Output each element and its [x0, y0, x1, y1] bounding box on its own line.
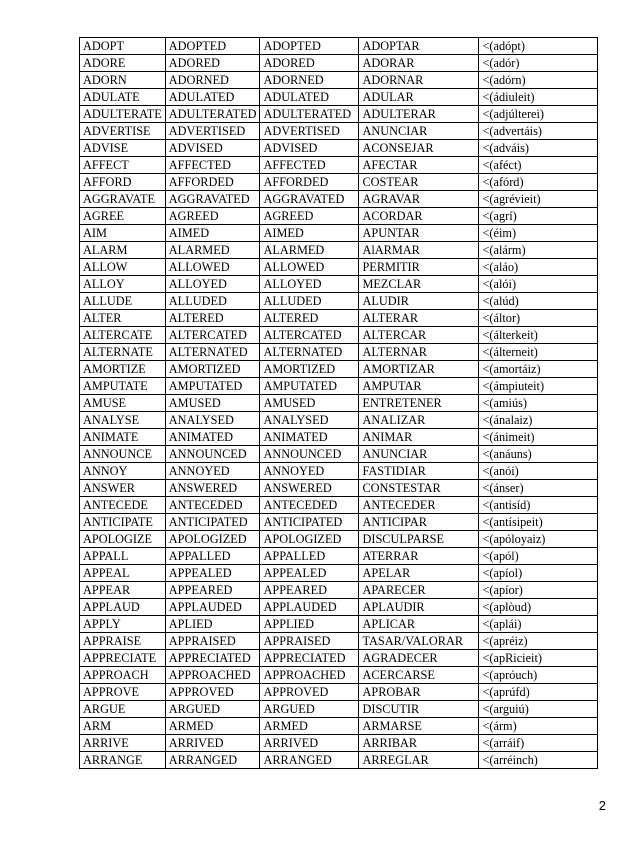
pronunciation-cell: <(álterneit) — [479, 344, 598, 361]
spanish-cell: ALTERCAR — [359, 327, 479, 344]
infinitive-cell: AGGRAVATE — [80, 191, 166, 208]
table-row — [80, 106, 598, 123]
participle-cell: APPLAUDED — [260, 599, 359, 616]
participle-cell: AMPUTATED — [260, 378, 359, 395]
participle-cell: ANNOUNCED — [260, 446, 359, 463]
infinitive-cell: ANTECEDE — [80, 497, 166, 514]
pronunciation-cell: <(álterkeit) — [479, 327, 598, 344]
pronunciation-cell: <(aplòud) — [479, 599, 598, 616]
participle-cell: ANTECEDED — [260, 497, 359, 514]
past-cell: APPRAISED — [165, 633, 260, 650]
past-cell: AGREED — [165, 208, 260, 225]
table-row — [80, 548, 598, 565]
past-cell: ADULATED — [165, 89, 260, 106]
spanish-cell: ANIMAR — [359, 429, 479, 446]
infinitive-cell: AFFECT — [80, 157, 166, 174]
table-row — [80, 446, 598, 463]
table-row — [80, 395, 598, 412]
spanish-cell: AlARMAR — [359, 242, 479, 259]
spanish-cell: CONSTESTAR — [359, 480, 479, 497]
infinitive-cell: ADULATE — [80, 89, 166, 106]
pronunciation-cell: <(apíol) — [479, 565, 598, 582]
infinitive-cell: ARM — [80, 718, 166, 735]
spanish-cell: ANUNCIAR — [359, 446, 479, 463]
infinitive-cell: ANNOY — [80, 463, 166, 480]
infinitive-cell: ARRIVE — [80, 735, 166, 752]
past-cell: APPEARED — [165, 582, 260, 599]
table-row — [80, 735, 598, 752]
participle-cell: ANALYSED — [260, 412, 359, 429]
table-row — [80, 72, 598, 89]
table-row — [80, 650, 598, 667]
past-cell: ALTERCATED — [165, 327, 260, 344]
pronunciation-cell: <(amiús) — [479, 395, 598, 412]
spanish-cell: TASAR/VALORAR — [359, 633, 479, 650]
pronunciation-cell: <(ánser) — [479, 480, 598, 497]
infinitive-cell: ALTERCATE — [80, 327, 166, 344]
infinitive-cell: ADVISE — [80, 140, 166, 157]
pronunciation-cell: <(alói) — [479, 276, 598, 293]
infinitive-cell: ADULTERATE — [80, 106, 166, 123]
table-row — [80, 599, 598, 616]
past-cell: AMPUTATED — [165, 378, 260, 395]
past-cell: ARRANGED — [165, 752, 260, 769]
infinitive-cell: ADVERTISE — [80, 123, 166, 140]
spanish-cell: AGRADECER — [359, 650, 479, 667]
pronunciation-cell: <(arguiú) — [479, 701, 598, 718]
past-cell: ALTERNATED — [165, 344, 260, 361]
spanish-cell: ADORAR — [359, 55, 479, 72]
spanish-cell: DISCULPARSE — [359, 531, 479, 548]
past-cell: APPRECIATED — [165, 650, 260, 667]
participle-cell: ARRANGED — [260, 752, 359, 769]
spanish-cell: MEZCLAR — [359, 276, 479, 293]
past-cell: ANALYSED — [165, 412, 260, 429]
pronunciation-cell: <(antísipeit) — [479, 514, 598, 531]
participle-cell: APPRECIATED — [260, 650, 359, 667]
infinitive-cell: ARRANGE — [80, 752, 166, 769]
pronunciation-cell: <(apól) — [479, 548, 598, 565]
spanish-cell: AFECTAR — [359, 157, 479, 174]
past-cell: ADOPTED — [165, 38, 260, 55]
table-row — [80, 531, 598, 548]
pronunciation-cell: <(árm) — [479, 718, 598, 735]
pronunciation-cell: <(adórn) — [479, 72, 598, 89]
pronunciation-cell: <(aláo) — [479, 259, 598, 276]
past-cell: AMUSED — [165, 395, 260, 412]
participle-cell: ARGUED — [260, 701, 359, 718]
past-cell: APPROVED — [165, 684, 260, 701]
pronunciation-cell: <(ánimeit) — [479, 429, 598, 446]
pronunciation-cell: <(advertáis) — [479, 123, 598, 140]
pronunciation-cell: <(adór) — [479, 55, 598, 72]
participle-cell: APPROVED — [260, 684, 359, 701]
past-cell: ADVISED — [165, 140, 260, 157]
past-cell: ALLOYED — [165, 276, 260, 293]
table-row — [80, 429, 598, 446]
pronunciation-cell: <(ámpiuteit) — [479, 378, 598, 395]
past-cell: ANNOYED — [165, 463, 260, 480]
pronunciation-cell: <(agrí) — [479, 208, 598, 225]
spanish-cell: ALTERAR — [359, 310, 479, 327]
past-cell: APPEALED — [165, 565, 260, 582]
table-row — [80, 174, 598, 191]
infinitive-cell: ADORN — [80, 72, 166, 89]
past-cell: APPLAUDED — [165, 599, 260, 616]
table-row — [80, 123, 598, 140]
table-row — [80, 327, 598, 344]
participle-cell: ALTERED — [260, 310, 359, 327]
spanish-cell: FASTIDIAR — [359, 463, 479, 480]
table-row — [80, 276, 598, 293]
pronunciation-cell: <(apíor) — [479, 582, 598, 599]
spanish-cell: ACONSEJAR — [359, 140, 479, 157]
pronunciation-cell: <(apóloyaiz) — [479, 531, 598, 548]
infinitive-cell: APPROACH — [80, 667, 166, 684]
infinitive-cell: ALTER — [80, 310, 166, 327]
participle-cell: ADOPTED — [260, 38, 359, 55]
participle-cell: ALARMED — [260, 242, 359, 259]
past-cell: ALLOWED — [165, 259, 260, 276]
participle-cell: ADORED — [260, 55, 359, 72]
infinitive-cell: AFFORD — [80, 174, 166, 191]
past-cell: ANIMATED — [165, 429, 260, 446]
infinitive-cell: ANALYSE — [80, 412, 166, 429]
table-row — [80, 752, 598, 769]
past-cell: AIMED — [165, 225, 260, 242]
pronunciation-cell: <(aféct) — [479, 157, 598, 174]
past-cell: ADORNED — [165, 72, 260, 89]
infinitive-cell: AMUSE — [80, 395, 166, 412]
infinitive-cell: APPLY — [80, 616, 166, 633]
table-row — [80, 344, 598, 361]
participle-cell: ADULTERATED — [260, 106, 359, 123]
spanish-cell: AMPUTAR — [359, 378, 479, 395]
infinitive-cell: ALLUDE — [80, 293, 166, 310]
table-row — [80, 667, 598, 684]
spanish-cell: ARREGLAR — [359, 752, 479, 769]
spanish-cell: ALUDIR — [359, 293, 479, 310]
past-cell: ALLUDED — [165, 293, 260, 310]
infinitive-cell: AGREE — [80, 208, 166, 225]
spanish-cell: APELAR — [359, 565, 479, 582]
participle-cell: AFFECTED — [260, 157, 359, 174]
pronunciation-cell: <(adópt) — [479, 38, 598, 55]
infinitive-cell: ANIMATE — [80, 429, 166, 446]
spanish-cell: PERMITIR — [359, 259, 479, 276]
spanish-cell: ADULTERAR — [359, 106, 479, 123]
pronunciation-cell: <(aprúfd) — [479, 684, 598, 701]
past-cell: AFFORDED — [165, 174, 260, 191]
past-cell: ALARMED — [165, 242, 260, 259]
infinitive-cell: ANSWER — [80, 480, 166, 497]
spanish-cell: ANTICIPAR — [359, 514, 479, 531]
pronunciation-cell: <(alúd) — [479, 293, 598, 310]
infinitive-cell: ADORE — [80, 55, 166, 72]
spanish-cell: APUNTAR — [359, 225, 479, 242]
pronunciation-cell: <(ádiuleit) — [479, 89, 598, 106]
table-row — [80, 259, 598, 276]
past-cell: AMORTIZED — [165, 361, 260, 378]
infinitive-cell: APPEAR — [80, 582, 166, 599]
spanish-cell: ENTRETENER — [359, 395, 479, 412]
past-cell: APOLOGIZED — [165, 531, 260, 548]
spanish-cell: APLICAR — [359, 616, 479, 633]
table-row — [80, 701, 598, 718]
pronunciation-cell: <(apRicieit) — [479, 650, 598, 667]
table-row — [80, 38, 598, 55]
spanish-cell: ANALIZAR — [359, 412, 479, 429]
pronunciation-cell: <(afórd) — [479, 174, 598, 191]
spanish-cell: ADOPTAR — [359, 38, 479, 55]
participle-cell: APPALLED — [260, 548, 359, 565]
participle-cell: ADULATED — [260, 89, 359, 106]
spanish-cell: COSTEAR — [359, 174, 479, 191]
infinitive-cell: ADOPT — [80, 38, 166, 55]
infinitive-cell: APPALL — [80, 548, 166, 565]
table-row — [80, 514, 598, 531]
spanish-cell: DISCUTIR — [359, 701, 479, 718]
participle-cell: ALLUDED — [260, 293, 359, 310]
participle-cell: ANTICIPATED — [260, 514, 359, 531]
past-cell: ANTICIPATED — [165, 514, 260, 531]
pronunciation-cell: <(adjúlterei) — [479, 106, 598, 123]
infinitive-cell: APPROVE — [80, 684, 166, 701]
participle-cell: ANNOYED — [260, 463, 359, 480]
past-cell: AFFECTED — [165, 157, 260, 174]
pronunciation-cell: <(apróuch) — [479, 667, 598, 684]
table-row — [80, 684, 598, 701]
pronunciation-cell: <(ánalaiz) — [479, 412, 598, 429]
participle-cell: AMORTIZED — [260, 361, 359, 378]
table-row — [80, 565, 598, 582]
infinitive-cell: ALTERNATE — [80, 344, 166, 361]
participle-cell: ALLOYED — [260, 276, 359, 293]
spanish-cell: APARECER — [359, 582, 479, 599]
pronunciation-cell: <(anói) — [479, 463, 598, 480]
table-row — [80, 140, 598, 157]
participle-cell: AFFORDED — [260, 174, 359, 191]
participle-cell: ANSWERED — [260, 480, 359, 497]
infinitive-cell: ALARM — [80, 242, 166, 259]
spanish-cell: ANUNCIAR — [359, 123, 479, 140]
past-cell: ANNOUNCED — [165, 446, 260, 463]
table-row — [80, 378, 598, 395]
table-row — [80, 412, 598, 429]
spanish-cell: ACORDAR — [359, 208, 479, 225]
table-row — [80, 480, 598, 497]
participle-cell: ALLOWED — [260, 259, 359, 276]
participle-cell: APPEALED — [260, 565, 359, 582]
table-row — [80, 633, 598, 650]
table-row — [80, 191, 598, 208]
pronunciation-cell: <(aplái) — [479, 616, 598, 633]
table-row — [80, 582, 598, 599]
infinitive-cell: APPRAISE — [80, 633, 166, 650]
table-row — [80, 497, 598, 514]
page-number: 2 — [598, 798, 606, 813]
past-cell: ANSWERED — [165, 480, 260, 497]
infinitive-cell: AMPUTATE — [80, 378, 166, 395]
participle-cell: APPROACHED — [260, 667, 359, 684]
infinitive-cell: ARGUE — [80, 701, 166, 718]
participle-cell: ANIMATED — [260, 429, 359, 446]
spanish-cell: ARRIBAR — [359, 735, 479, 752]
participle-cell: ADVISED — [260, 140, 359, 157]
participle-cell: ARMED — [260, 718, 359, 735]
table-row — [80, 89, 598, 106]
pronunciation-cell: <(arráif) — [479, 735, 598, 752]
table-row — [80, 225, 598, 242]
table-row — [80, 718, 598, 735]
infinitive-cell: ANNOUNCE — [80, 446, 166, 463]
infinitive-cell: AIM — [80, 225, 166, 242]
past-cell: ANTECEDED — [165, 497, 260, 514]
pronunciation-cell: <(apréiz) — [479, 633, 598, 650]
spanish-cell: AGRAVAR — [359, 191, 479, 208]
infinitive-cell: ALLOW — [80, 259, 166, 276]
spanish-cell: ARMARSE — [359, 718, 479, 735]
table-row — [80, 293, 598, 310]
past-cell: ALTERED — [165, 310, 260, 327]
infinitive-cell: ANTICIPATE — [80, 514, 166, 531]
infinitive-cell: APOLOGIZE — [80, 531, 166, 548]
participle-cell: ADORNED — [260, 72, 359, 89]
table-row — [80, 157, 598, 174]
table-row — [80, 310, 598, 327]
participle-cell: ADVERTISED — [260, 123, 359, 140]
spanish-cell: APROBAR — [359, 684, 479, 701]
infinitive-cell: APPRECIATE — [80, 650, 166, 667]
participle-cell: AIMED — [260, 225, 359, 242]
pronunciation-cell: <(arréinch) — [479, 752, 598, 769]
infinitive-cell: ALLOY — [80, 276, 166, 293]
pronunciation-cell: <(adváis) — [479, 140, 598, 157]
past-cell: AGGRAVATED — [165, 191, 260, 208]
past-cell: ADORED — [165, 55, 260, 72]
participle-cell: APPRAISED — [260, 633, 359, 650]
table-row — [80, 208, 598, 225]
infinitive-cell: AMORTIZE — [80, 361, 166, 378]
past-cell: ARRIVED — [165, 735, 260, 752]
past-cell: ADULTERATED — [165, 106, 260, 123]
participle-cell: AMUSED — [260, 395, 359, 412]
pronunciation-cell: <(anáuns) — [479, 446, 598, 463]
past-cell: APLIED — [165, 616, 260, 633]
participle-cell: AGREED — [260, 208, 359, 225]
verb-table — [79, 37, 598, 769]
spanish-cell: ANTECEDER — [359, 497, 479, 514]
pronunciation-cell: <(amortáiz) — [479, 361, 598, 378]
participle-cell: ARRIVED — [260, 735, 359, 752]
spanish-cell: APLAUDIR — [359, 599, 479, 616]
past-cell: ADVERTISED — [165, 123, 260, 140]
spanish-cell: ADULAR — [359, 89, 479, 106]
table-row — [80, 55, 598, 72]
participle-cell: AGGRAVATED — [260, 191, 359, 208]
verb-table-body — [80, 38, 598, 769]
participle-cell: ALTERCATED — [260, 327, 359, 344]
pronunciation-cell: <(antisíd) — [479, 497, 598, 514]
pronunciation-cell: <(éim) — [479, 225, 598, 242]
infinitive-cell: APPEAL — [80, 565, 166, 582]
table-row — [80, 242, 598, 259]
participle-cell: APPLIED — [260, 616, 359, 633]
pronunciation-cell: <(alárm) — [479, 242, 598, 259]
spanish-cell: ALTERNAR — [359, 344, 479, 361]
table-row — [80, 463, 598, 480]
infinitive-cell: APPLAUD — [80, 599, 166, 616]
participle-cell: ALTERNATED — [260, 344, 359, 361]
spanish-cell: AMORTIZAR — [359, 361, 479, 378]
participle-cell: APOLOGIZED — [260, 531, 359, 548]
past-cell: ARGUED — [165, 701, 260, 718]
spanish-cell: ATERRAR — [359, 548, 479, 565]
pronunciation-cell: <(áltor) — [479, 310, 598, 327]
participle-cell: APPEARED — [260, 582, 359, 599]
spanish-cell: ADORNAR — [359, 72, 479, 89]
table-row — [80, 616, 598, 633]
table-row — [80, 361, 598, 378]
past-cell: APPROACHED — [165, 667, 260, 684]
past-cell: ARMED — [165, 718, 260, 735]
past-cell: APPALLED — [165, 548, 260, 565]
pronunciation-cell: <(agrévieit) — [479, 191, 598, 208]
spanish-cell: ACERCARSE — [359, 667, 479, 684]
